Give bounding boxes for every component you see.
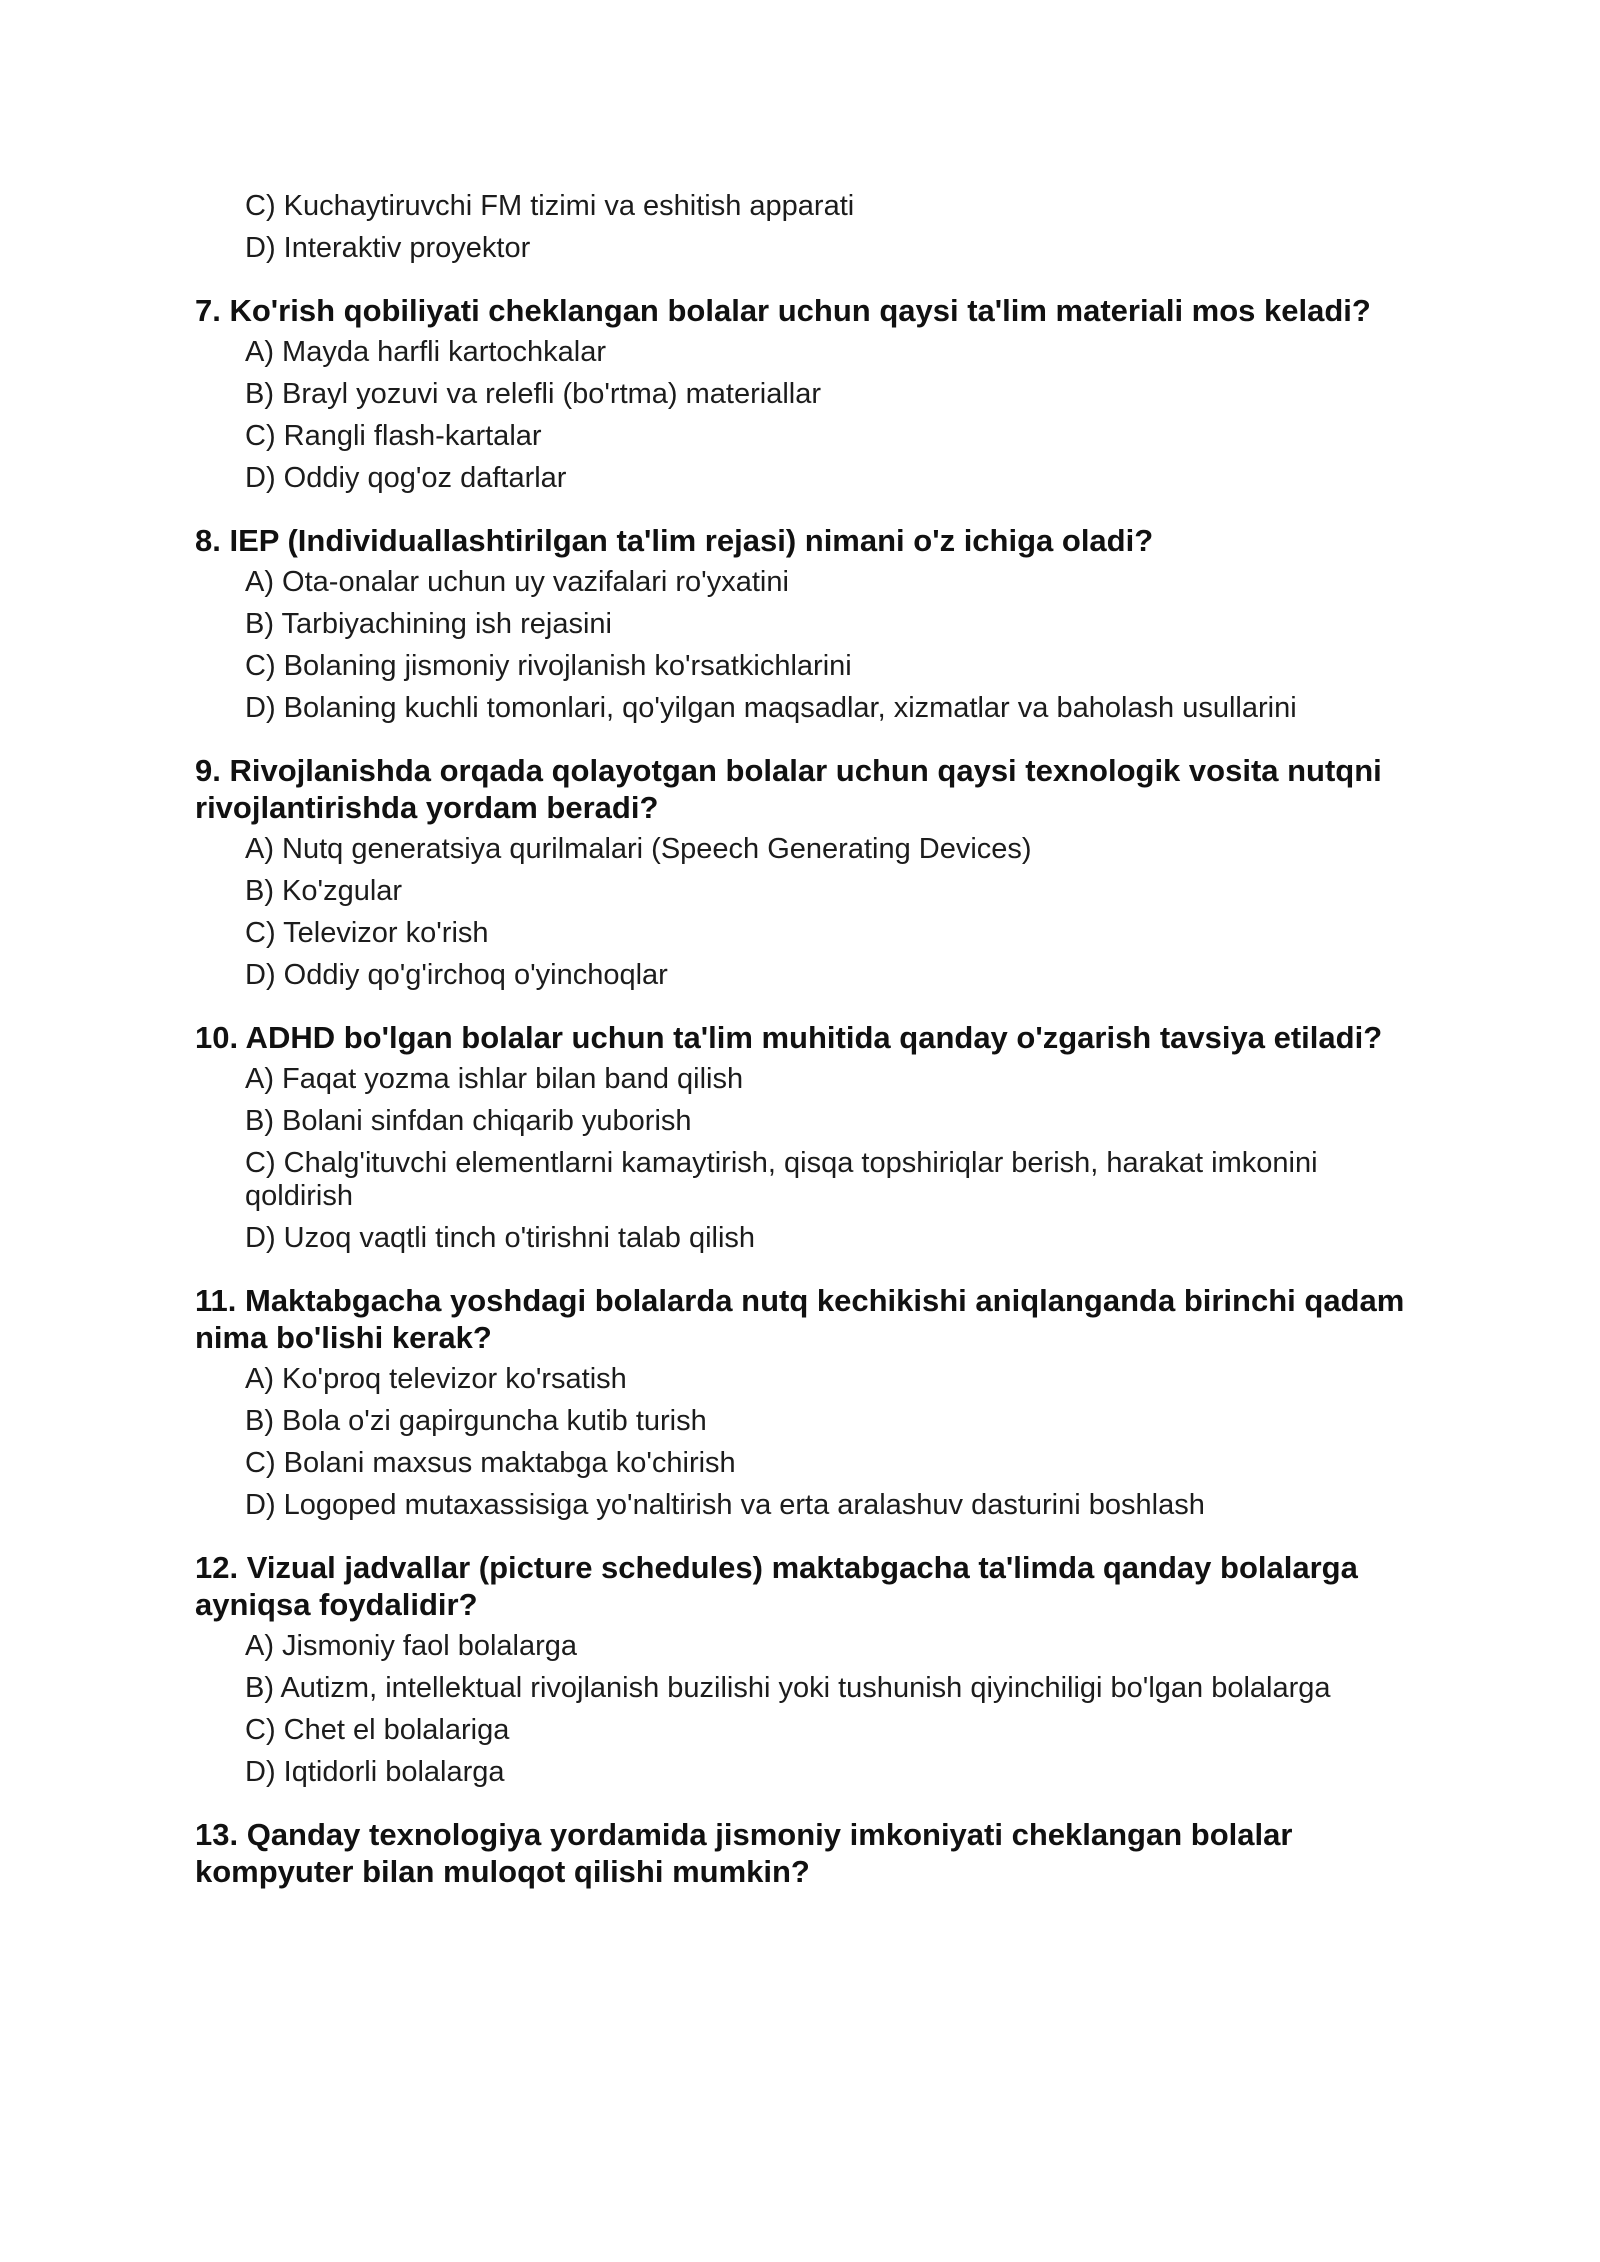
option: D) Logoped mutaxassisiga yo'naltirish va erta aralashuv dasturini boshlash [245,1489,1205,1521]
question-13 [195,1816,1420,1890]
option: B) Brayl yozuvi va relefli (bo'rtma) materiallar [245,378,822,410]
option: D) Iqtidorli bolalarga [245,1756,505,1788]
question-title: 9. Rivojlanishda orqada qolayotgan bolalar uchun qaysi texnologik vosita nutqni rivojlantirishda yordam beradi? [195,753,1382,825]
question-12 [195,1549,1420,1789]
option: B) Ko'zgular [245,875,403,907]
option: D) Interaktiv proyektor [245,232,531,264]
option: C) Kuchaytiruvchi FM tizimi va eshitish apparati [245,190,855,222]
question-title: 11. Maktabgacha yoshdagi bolalarda nutq kechikishi aniqlanganda birinchi qadam nima bo'lishi kerak? [195,1283,1405,1355]
option: A) Mayda harfli kartochkalar [245,336,607,368]
option: A) Nutq generatsiya qurilmalari (Speech Generating Devices) [245,833,1032,865]
option: D) Bolaning kuchli tomonlari, qo'yilgan maqsadlar, xizmatlar va baholash usullarini [245,692,1297,724]
option: A) Jismoniy faol bolalarga [245,1630,578,1662]
option: C) Bolani maxsus maktabga ko'chirish [245,1447,736,1479]
question-11 [195,1282,1420,1522]
question-9 [195,752,1420,992]
option: C) Chalg'ituvchi elementlarni kamaytirish, qisqa topshiriqlar berish, harakat imkonini qoldirish [245,1147,1318,1212]
question-title: 12. Vizual jadvallar (picture schedules) maktabgacha ta'limda qanday bolalarga ayniqsa foydalidir? [195,1550,1358,1622]
option: B) Autizm, intellektual rivojlanish buzilishi yoki tushunish qiyinchiligi bo'lgan bolalarga [245,1672,1331,1704]
question-title: 7. Ko'rish qobiliyati cheklangan bolalar uchun qaysi ta'lim materiali mos keladi? [195,293,1371,328]
question-title: 13. Qanday texnologiya yordamida jismoniy imkoniyati cheklangan bolalar kompyuter bilan muloqot qilishi mumkin? [195,1817,1293,1889]
question-7 [195,292,1420,495]
option: B) Bolani sinfdan chiqarib yuborish [245,1105,692,1137]
option: C) Chet el bolalariga [245,1714,510,1746]
question-title: 8. IEP (Individuallashtirilgan ta'lim rejasi) nimani o'z ichiga oladi? [195,523,1154,558]
option: A) Ko'proq televizor ko'rsatish [245,1363,627,1395]
question-title: 10. ADHD bo'lgan bolalar uchun ta'lim muhitida qanday o'zgarish tavsiya etiladi? [195,1020,1383,1055]
option: D) Oddiy qog'oz daftarlar [245,462,567,494]
option: B) Tarbiyachining ish rejasini [245,608,612,640]
option: C) Bolaning jismoniy rivojlanish ko'rsatkichlarini [245,650,852,682]
option: D) Uzoq vaqtli tinch o'tirishni talab qilish [245,1222,756,1254]
option: A) Faqat yozma ishlar bilan band qilish [245,1063,744,1095]
option: B) Bola o'zi gapirguncha kutib turish [245,1405,707,1437]
question-10 [195,1019,1420,1255]
option: D) Oddiy qo'g'irchoq o'yinchoqlar [245,959,668,991]
option: A) Ota-onalar uchun uy vazifalari ro'yxatini [245,566,789,598]
option: C) Rangli flash-kartalar [245,420,542,452]
carryover-options [195,190,1420,265]
question-8 [195,522,1420,725]
option: C) Televizor ko'rish [245,917,489,949]
